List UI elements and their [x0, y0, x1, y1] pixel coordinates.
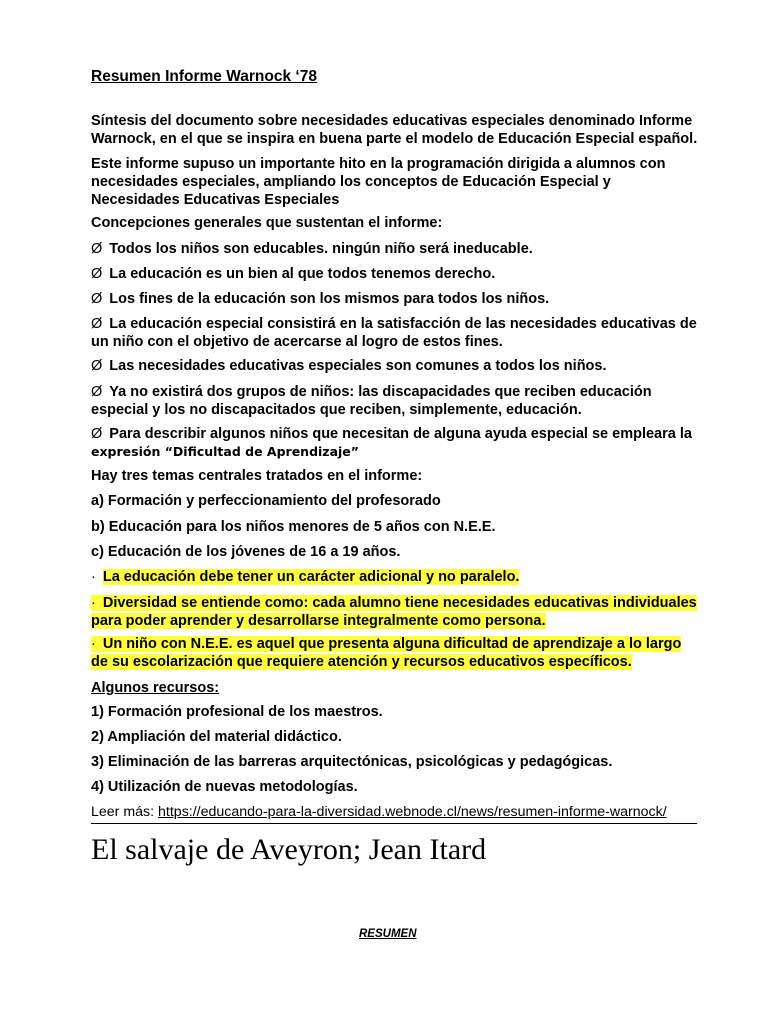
conception-item	[91, 315, 701, 351]
bullet-icon: Ø	[91, 316, 103, 332]
bullet-icon: Ø	[91, 266, 103, 282]
resources-heading: Algunos recursos:	[91, 680, 220, 696]
dot-icon: ·	[91, 636, 96, 652]
conception-text: La educación es un bien al que todos tenemos derecho.	[109, 266, 496, 282]
bullet-icon: Ø	[91, 384, 103, 400]
highlight-item	[91, 594, 701, 630]
conception-text: Para describir algunos niños que necesitan de alguna ayuda especial se empleara la	[109, 426, 692, 442]
dot-icon: ·	[91, 595, 96, 611]
resource-item: 4) Utilización de nuevas metodologías.	[91, 779, 358, 795]
highlight-text: La educación debe tener un carácter adicional y no paralelo.	[102, 569, 520, 585]
section-title: El salvaje de Aveyron; Jean Itard	[91, 833, 487, 866]
conception-item	[91, 357, 701, 375]
conception-text: Los fines de la educación son los mismos para todos los niños.	[109, 291, 550, 307]
expression-line: expresión “Dificultad de Aprendizaje”	[91, 444, 359, 459]
intro-paragraph: Síntesis del documento sobre necesidades educativas especiales denominado Informe Warnock, en el que se inspira en buena parte el modelo de Educación Especial español.	[91, 113, 698, 147]
resumen-heading: RESUMEN	[359, 928, 417, 940]
highlight-item	[91, 635, 701, 671]
theme-item: b) Educación para los niños menores de 5 años con N.E.E.	[91, 519, 496, 535]
conception-item	[91, 425, 701, 443]
hito-paragraph: Este informe supuso un importante hito en la programación dirigida a alumnos con necesidades especiales, ampliando los conceptos de Educación Especial y Necesidades Educativas Especiales	[91, 156, 666, 208]
conceptions-heading: Concepciones generales que sustentan el informe:	[91, 215, 443, 231]
conception-text: La educación especial consistirá en la satisfacción de las necesidades educativas de un niño con el objetivo de acercarse al logro de estos fines.	[91, 316, 697, 350]
resource-item: 2) Ampliación del material didáctico.	[91, 729, 342, 745]
conception-item	[91, 383, 701, 419]
conception-item	[91, 240, 701, 258]
highlight-text: Diversidad se entiende como: cada alumno tiene necesidades educativas individuales para poder aprender y desarrollarse integralmente como persona.	[91, 595, 697, 629]
conception-text: Ya no existirá dos grupos de niños: las discapacidades que reciben educación especial y los no discapacitados que reciben, simplemente, educación.	[91, 384, 652, 418]
bullet-icon: Ø	[91, 241, 103, 257]
conception-text: Las necesidades educativas especiales son comunes a todos los niños.	[109, 358, 607, 374]
bullet-icon: Ø	[91, 291, 103, 307]
section-divider	[91, 823, 697, 824]
bullet-icon: Ø	[91, 426, 103, 442]
conception-item	[91, 265, 701, 283]
dot-icon: ·	[91, 569, 96, 585]
conception-item	[91, 290, 701, 308]
read-more-line	[91, 803, 701, 821]
resource-item: 3) Eliminación de las barreras arquitectónicas, psicológicas y pedagógicas.	[91, 754, 613, 770]
bullet-icon: Ø	[91, 358, 103, 374]
highlight-item	[91, 568, 701, 586]
document-title: Resumen Informe Warnock ‘78	[91, 68, 317, 85]
read-more-label: Leer más:	[91, 804, 159, 820]
theme-item: a) Formación y perfeccionamiento del profesorado	[91, 493, 441, 509]
resource-item: 1) Formación profesional de los maestros.	[91, 704, 383, 720]
theme-item: c) Educación de los jóvenes de 16 a 19 años.	[91, 544, 401, 560]
themes-heading: Hay tres temas centrales tratados en el informe:	[91, 468, 423, 484]
read-more-link[interactable]: https://educando-para-la-diversidad.webnode.cl/news/resumen-informe-warnock/	[158, 804, 667, 820]
highlight-text: Un niño con N.E.E. es aquel que presenta alguna dificultad de aprendizaje a lo largo de su escolarización que requiere atención y recursos educativos específicos.	[91, 636, 682, 670]
conception-text: Todos los niños son educables. ningún niño será ineducable.	[109, 241, 533, 257]
